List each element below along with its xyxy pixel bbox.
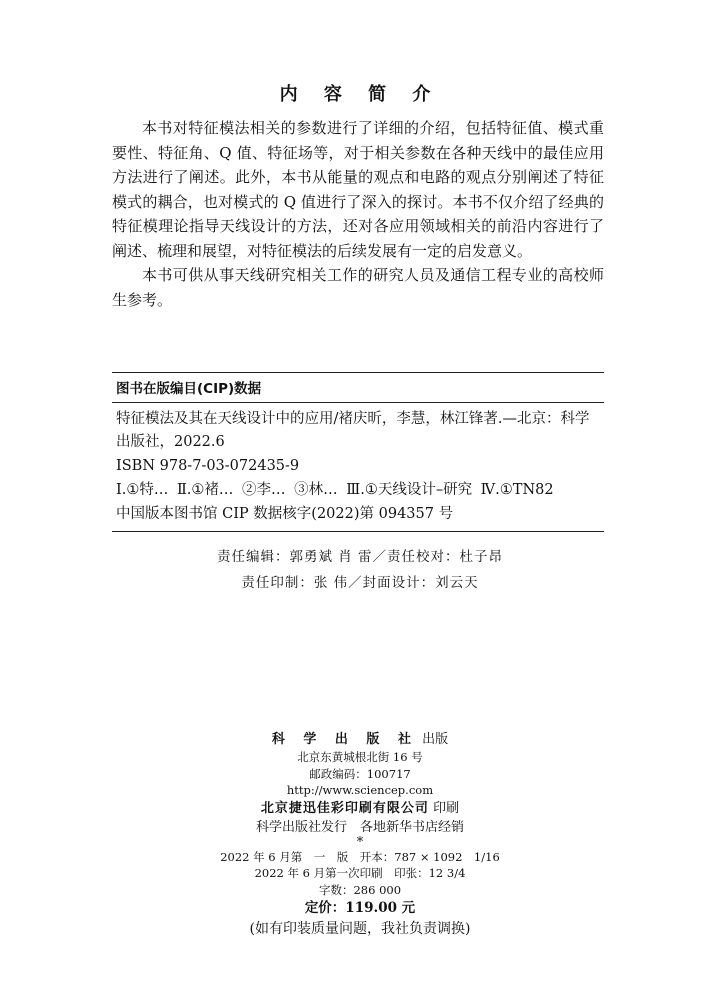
intro-paragraph: 本书可供从事天线研究相关工作的研究人员及通信工程专业的高校师生参考。: [112, 266, 604, 309]
publisher-suffix: 出版: [422, 732, 449, 747]
page-title: 内 容 简 介: [279, 84, 441, 105]
intro-paragraph: 本书对特征模法相关的参数进行了详细的介绍，包括特征值、模式重要性、特征角、Q 值、特征场等，对于相关参数在各种天线中的最佳应用方法进行了阐述。此外，本书从能量的观点和电路的观点分别阐述了特征模式的耦合，也对模式的 Q 值进行了深入的探讨。本书不仅介绍了经典的特征模理论指导天线设计的方法，还对各应用领域相关的前沿内容进行了阐述、梳理和展望，对特征模法的后续发展有一定的启发意义。: [112, 119, 604, 260]
edition-info: 2022 年 6 月第 一 版 开本：787 × 1092 1/16: [220, 849, 500, 864]
editors-line: 责任印制：张 伟／封面设计：刘云天: [241, 575, 479, 591]
cip-body: [112, 403, 604, 531]
cip-header: 图书在版编目(CIP)数据: [112, 373, 604, 403]
cip-classification: Ⅰ.①特… Ⅱ.①褚… ②李… ③林… Ⅲ.①天线设计–研究 Ⅳ.①TN82: [116, 482, 554, 498]
printer-line: [0, 799, 720, 818]
printer-suffix: 印刷: [433, 800, 460, 816]
printer-name: 北京捷迅佳彩印刷有限公司: [260, 800, 429, 816]
quality-notice: (如有印装质量问题，我社负责调换): [249, 921, 471, 937]
word-count: 字数：286 000: [318, 882, 402, 897]
separator-star: *: [356, 834, 364, 850]
printing-info: 2022 年 6 月第一次印刷 印张：12 3/4: [254, 866, 466, 880]
cip-entry: 特征模法及其在天线设计中的应用/褚庆昕，李慧，林江锋著.—北京：科学出版社，2022.6: [116, 411, 590, 450]
address: 北京东黄城根北街 16 号: [297, 750, 423, 764]
cip-block: [112, 372, 604, 532]
website-url: http://www.sciencep.com: [286, 783, 434, 797]
editors-block: [0, 544, 720, 596]
imprint-block: [0, 730, 720, 940]
price: 定价：119.00 元: [304, 900, 416, 916]
editors-line: 责任编辑：郭勇斌 肖 雷／责任校对：杜子昂: [216, 549, 504, 565]
distribution: 科学出版社发行 各地新华书店经销: [255, 819, 464, 835]
intro-section: [112, 116, 604, 312]
cip-number: 中国版本图书馆 CIP 数据核字(2022)第 094357 号: [116, 506, 454, 522]
publisher-name: 科 学 出 版 社: [271, 732, 418, 747]
cip-isbn: ISBN 978-7-03-072435-9: [116, 458, 300, 474]
postcode: 邮政编码：100717: [309, 766, 411, 781]
publisher-line: [0, 730, 720, 749]
